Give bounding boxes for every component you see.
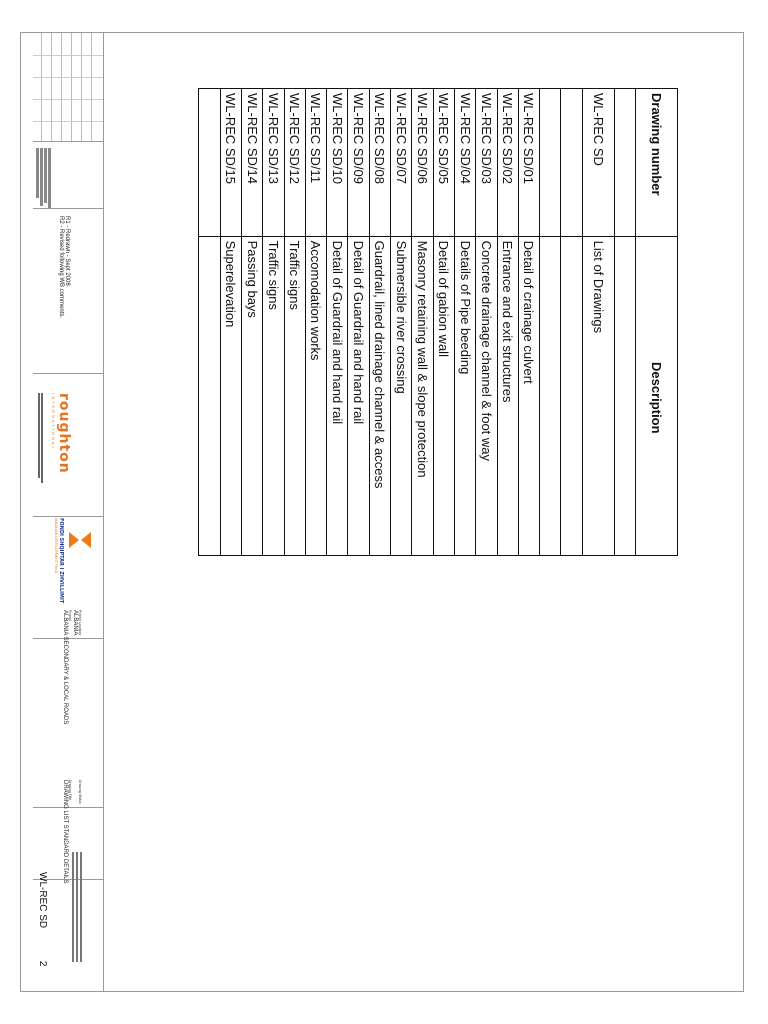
drawing-number-cell	[561, 89, 582, 237]
drawing-list-table	[198, 88, 678, 556]
table-row	[327, 89, 348, 556]
description-cell: Guardrail, lined drainage channel & access	[369, 236, 390, 555]
drawing-number-cell: WL-REC SD	[582, 89, 614, 237]
project-block	[62, 610, 82, 724]
fund-logo	[54, 518, 64, 603]
drawing-number-value: WL-REC SD	[37, 872, 48, 929]
drawing-number-cell	[614, 89, 635, 237]
table-row	[454, 89, 475, 556]
drawing-number-cell: WL-REC SD/11	[305, 89, 326, 237]
description-cell: Detail of Guardrail and hand rail	[327, 236, 348, 555]
roughton-logo-text: roughton	[56, 393, 72, 474]
drawing-number-cell: WL-REC SD/10	[327, 89, 348, 237]
drawing-title-value: DRAWING LIST STANDARD DETAILS	[62, 780, 68, 884]
drawing-number-cell: WL-REC SD/14	[241, 89, 262, 237]
drawing-number-cell: WL-REC SD/01	[518, 89, 539, 237]
country-value: ALBANIA	[72, 610, 78, 636]
table-row	[561, 89, 582, 556]
drawing-number-cell: WL-REC SD/08	[369, 89, 390, 237]
drawing-number-cell: WL-REC SD/03	[476, 89, 497, 237]
drawing-number-cell: WL-REC SD/09	[348, 89, 369, 237]
drawing-list-table-wrap	[198, 88, 678, 556]
drawing-number-cell: WL-REC SD/02	[497, 89, 518, 237]
header-drawing-number: Drawing number	[636, 89, 678, 237]
drawing-meta	[70, 852, 84, 962]
roughton-logo	[51, 393, 72, 474]
table-row	[263, 89, 284, 556]
drawing-number-cell: WL-REC SD/12	[284, 89, 305, 237]
drawing-status-label: Drawing Status	[78, 780, 82, 804]
drawing-number-cell: WL-REC SD/05	[433, 89, 454, 237]
table-row	[614, 89, 635, 556]
description-cell	[540, 236, 561, 555]
table-row	[305, 89, 326, 556]
description-cell: Detail of gabion wall	[433, 236, 454, 555]
fund-logo-text: FONDI SHQIPTAR I ZHVILLIMIT	[58, 518, 64, 604]
drawing-number-cell	[199, 89, 220, 237]
drawing-number-cell	[540, 89, 561, 237]
drawing-number-cell: WL-REC SD/13	[263, 89, 284, 237]
fund-logo-subtext: ALBANIAN DEVELOPMENT FUND	[54, 518, 58, 574]
table-row	[518, 89, 539, 556]
description-cell: Masonry retaining wall & slope protection	[412, 236, 433, 555]
revision-r2: R2 - Revised following WB comments.	[58, 216, 64, 319]
drawing-number-cell: WL-REC SD/04	[454, 89, 475, 237]
table-row	[241, 89, 262, 556]
notes-block	[35, 148, 52, 208]
project-value: ALBANIA SECONDARY & LOCAL ROADS	[62, 610, 68, 725]
description-cell	[199, 236, 220, 555]
revision-r1: R1 - Redrawn - Sept 2008	[64, 216, 70, 286]
table-row	[582, 89, 614, 556]
drawing-number-cell: WL-REC SD/07	[391, 89, 412, 237]
table-row	[348, 89, 369, 556]
description-cell: List of Drawings	[582, 236, 614, 555]
roughton-logo-subtext: INTERNATIONAL	[51, 393, 56, 451]
description-cell: Accomodation works	[305, 236, 326, 555]
header-description: Description	[636, 236, 678, 555]
table-row	[391, 89, 412, 556]
drawing-number-cell: WL-REC SD/15	[220, 89, 241, 237]
description-cell: Superelevation	[220, 236, 241, 555]
drawing-number-block	[37, 872, 48, 966]
revision-grid	[33, 33, 103, 142]
table-header-row	[636, 89, 678, 556]
table-row	[199, 89, 220, 556]
description-cell: Concrete drainage channel & foot way	[476, 236, 497, 555]
description-cell	[614, 236, 635, 555]
drawing-title-label: Drawing Title	[68, 780, 72, 801]
project-label: Project	[68, 610, 72, 621]
description-cell: Passing bays	[241, 236, 262, 555]
fund-emblem-icon	[67, 530, 93, 550]
description-cell: Details of Pipe beeding	[454, 236, 475, 555]
description-cell: Traffic signs	[284, 236, 305, 555]
revision-notes	[58, 216, 70, 318]
revision-value: 2	[37, 960, 48, 967]
table-row	[433, 89, 454, 556]
table-row	[369, 89, 390, 556]
description-cell: Detail of Guardrail and hand rail	[348, 236, 369, 555]
roughton-address	[37, 393, 44, 483]
table-row	[220, 89, 241, 556]
table-row	[540, 89, 561, 556]
country-label: Project Location	[78, 610, 82, 636]
table-row	[497, 89, 518, 556]
table-row	[476, 89, 497, 556]
table-row	[284, 89, 305, 556]
drawing-number-cell: WL-REC SD/06	[412, 89, 433, 237]
description-cell: Entrance and exit structures	[497, 236, 518, 555]
description-cell	[561, 236, 582, 555]
description-cell: Submersible river crossing	[391, 236, 412, 555]
description-cell: Traffic signs	[263, 236, 284, 555]
table-row	[412, 89, 433, 556]
description-cell: Detail of crainage culvert	[518, 236, 539, 555]
